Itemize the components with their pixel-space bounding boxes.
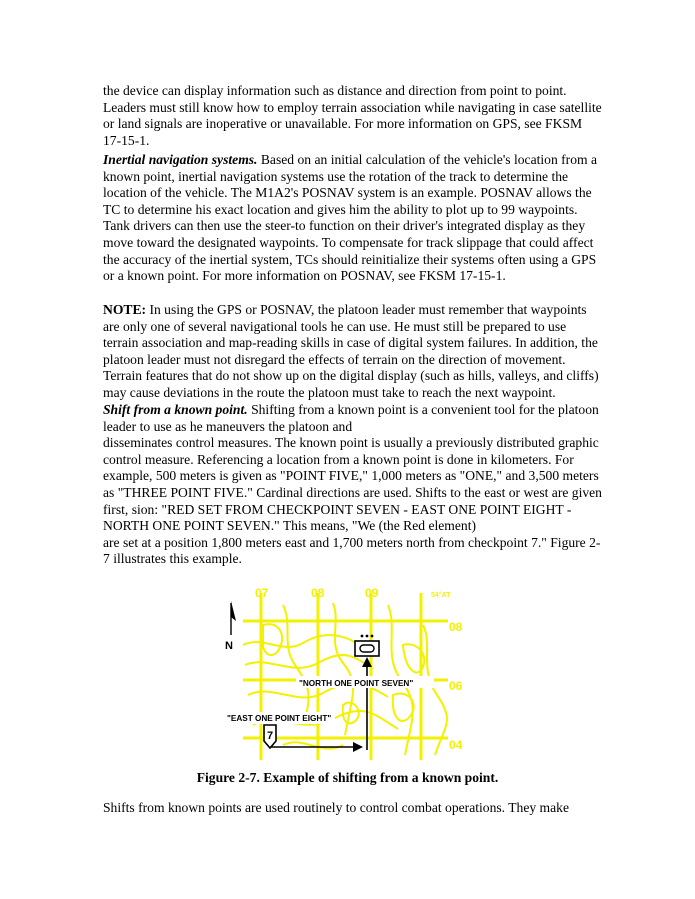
inertial-body: Based on an initial calculation of the vehicle's location from a known point, inertial navigation systems use the rotation of the track to determine the location of the vehicle. The M1A2's POSNAV system is an example. POSNAV allows the TC to determine his exact location and gives him the ability to plot up to 99 waypoints. Tank drivers can then use the steer-to function on their driver's integrated display as they move toward the designated waypoints. To compensate for track slippage that could affect the accuracy of the inertial system, TCs should reinitialize their systems often using a GPS or a known point. For more information on POSNAV, see FKSM 17-15-1.: [103, 152, 598, 284]
grid-label-top-08: 08: [311, 586, 325, 600]
shift-body-3: are set at a position 1,800 meters east and 1,700 meters north from checkpoint 7." Figure 2-7 illustrates this example.: [103, 534, 601, 567]
paragraph-shift-known-point: [103, 402, 603, 568]
grid-label-right-08: 08: [449, 620, 463, 634]
paragraph-gps-tail: the device can display information such as distance and direction from point to point. Leaders must still know how to employ terrain association while navigating in case satellite or land signals are inoperative or unavailable. For more information on GPS, see FKSM 17-15-1.: [103, 83, 602, 148]
paragraph-closing: Shifts from known points are used routinely to control combat operations. They make: [103, 800, 569, 815]
shift-body-2: disseminates control measures. The known point is usually a previously distributed graphic control measure. Referencing a location from a known point is done in kilometers. For example, 500 meters is given as "POINT FIVE," 1,000 meters as "ONE," and 3,500 meters as "THREE POINT FIVE." Cardinal directions are used. Shifts to the east or west are given first, sion: "RED SET FROM CHECKPOINT SEVEN - EAST ONE POINT EIGHT - NORTH ONE POINT SEVEN." This means, "We (the Red element): [103, 435, 602, 534]
contour-line: [423, 625, 447, 755]
contour-line: [245, 655, 373, 669]
note-label: NOTE:: [103, 302, 147, 317]
figure-caption: Figure 2-7. Example of shifting from a known point.: [196, 770, 499, 785]
grid-label-top-09: 09: [365, 586, 379, 600]
contour-line: [283, 605, 309, 725]
platoon-symbol-icon: [355, 635, 379, 656]
north-label: N: [225, 640, 233, 652]
heading-inertial-navigation: Inertial navigation systems.: [103, 152, 258, 167]
paragraph-inertial-navigation: [103, 152, 603, 285]
paragraph-note: [103, 302, 603, 402]
corner-marking: 54°AT: [431, 592, 451, 599]
grid-label-top-07: 07: [255, 586, 269, 600]
grid-label-right-06: 06: [449, 679, 463, 693]
contour-line: [393, 694, 414, 721]
grid-label-right-04: 04: [449, 738, 463, 752]
note-body: In using the GPS or POSNAV, the platoon leader must remember that waypoints are only one of several navigational tools he can use. He must still be prepared to use terrain association and map-reading skills in case of digital system failures. In addition, the platoon leader must not disregard the effects of terrain on the direction of movement. Terrain features that do not show up on the digital display (such as hills, valleys, and cliffs) may cause deviations in the route the platoon must take to reach the next waypoint.: [103, 302, 599, 400]
east-callout: "EAST ONE POINT EIGHT": [227, 714, 332, 723]
figure-map-shift: [223, 585, 468, 760]
north-callout: "NORTH ONE POINT SEVEN": [299, 679, 414, 688]
shift-body-1: Shifting from a known point is a convenient tool for the platoon leader to use as he maneuvers the platoon and: [103, 402, 599, 434]
checkpoint-number: 7: [267, 730, 274, 742]
heading-shift-known-point: Shift from a known point.: [103, 402, 248, 417]
contour-line: [263, 624, 282, 655]
north-arrow-icon: [231, 601, 236, 635]
